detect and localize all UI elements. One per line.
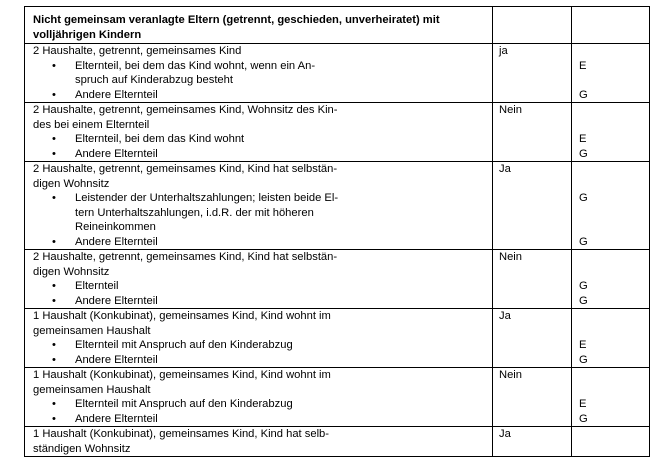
code-cell — [572, 250, 650, 309]
code-cell — [572, 162, 650, 250]
code-value — [579, 368, 641, 383]
case-description-cell — [25, 368, 493, 427]
case-description-cell — [25, 162, 493, 250]
case-title: 2 Haushalte, getrennt, gemeinsames Kind, Kind hat selbstän- digen Wohnsitz — [33, 163, 338, 190]
table-header-row — [25, 7, 650, 44]
case-title: 2 Haushalte, getrennt, gemeinsames Kind, Wohnsitz des Kin- des bei einem Elternteil — [33, 104, 338, 131]
bullet-item: • Elternteil, bei dem das Kind wohnt — [33, 132, 484, 147]
code-value — [579, 383, 641, 398]
bullet-list — [33, 397, 484, 426]
bullet-item: • Elternteil — [33, 279, 484, 294]
code-cell — [572, 427, 650, 457]
answer-text: Nein — [499, 369, 523, 381]
code-value — [579, 324, 641, 339]
code-value: G — [579, 412, 588, 425]
answer-cell — [493, 427, 572, 457]
answer-text: ja — [499, 45, 508, 57]
answer-cell — [493, 103, 572, 162]
case-description-cell — [25, 309, 493, 368]
code-value: E — [579, 398, 587, 410]
table-row — [25, 309, 650, 368]
code-value — [579, 206, 641, 221]
code-value — [579, 309, 641, 324]
header-empty-cell — [493, 7, 572, 44]
bullet-item: • Andere Elternteil — [33, 88, 484, 103]
table-row — [25, 250, 650, 309]
code-value — [579, 265, 641, 280]
code-value: E — [579, 339, 587, 351]
table-header-cell — [25, 7, 493, 44]
code-value: G — [579, 147, 588, 160]
bullet-item: • Andere Elternteil — [33, 412, 484, 427]
bullet-list — [33, 59, 484, 103]
code-value: G — [579, 353, 588, 366]
code-value — [579, 162, 641, 177]
case-title: 1 Haushalt (Konkubinat), gemeinsames Kind, Kind wohnt im gemeinsamen Haushalt — [33, 310, 331, 337]
case-description-cell — [25, 427, 493, 457]
bullet-list — [33, 338, 484, 367]
bullet-item: • Andere Elternteil — [33, 294, 484, 309]
code-value — [579, 220, 641, 235]
case-description-cell — [25, 44, 493, 103]
answer-text: Nein — [499, 104, 523, 116]
answer-text: Nein — [499, 251, 523, 263]
code-cell — [572, 368, 650, 427]
code-value — [579, 442, 641, 457]
code-value: G — [579, 88, 588, 101]
code-value — [579, 73, 641, 88]
answer-text: Ja — [499, 163, 511, 175]
code-value: G — [579, 192, 588, 204]
table-header-text: Nicht gemeinsam veranlagte Eltern (getrennt, geschieden, unverheiratet) mit volljährigen Kindern — [33, 14, 440, 41]
table-body — [25, 7, 650, 457]
code-value — [579, 118, 641, 133]
code-value: E — [579, 59, 587, 72]
case-title: 1 Haushalt (Konkubinat), gemeinsames Kind, Kind wohnt im gemeinsamen Haushalt — [33, 369, 331, 396]
table-row — [25, 427, 650, 457]
answer-cell — [493, 44, 572, 103]
code-value — [579, 250, 641, 265]
table-row — [25, 103, 650, 162]
code-value — [579, 177, 641, 192]
bullet-list — [33, 279, 484, 308]
code-value: G — [579, 280, 588, 292]
case-title: 1 Haushalt (Konkubinat), gemeinsames Kind, Kind hat selb- ständigen Wohnsitz — [33, 428, 330, 455]
answer-cell — [493, 368, 572, 427]
parent-child-table — [24, 6, 650, 457]
bullet-item: • Elternteil mit Anspruch auf den Kinderabzug — [33, 338, 484, 353]
bullet-item: • Andere Elternteil — [33, 147, 484, 162]
answer-cell — [493, 162, 572, 250]
header-empty-cell — [572, 7, 650, 44]
case-title: 2 Haushalte, getrennt, gemeinsames Kind, Kind hat selbstän- digen Wohnsitz — [33, 251, 338, 278]
code-value — [579, 44, 641, 59]
answer-text: Ja — [499, 310, 511, 322]
table-row — [25, 162, 650, 250]
table-row — [25, 368, 650, 427]
bullet-item: • Andere Elternteil — [33, 235, 484, 250]
bullet-item: • Andere Elternteil — [33, 353, 484, 368]
answer-cell — [493, 309, 572, 368]
code-cell — [572, 44, 650, 103]
bullet-list — [33, 132, 484, 161]
answer-cell — [493, 250, 572, 309]
code-value: G — [579, 235, 588, 248]
code-cell — [572, 103, 650, 162]
table-row — [25, 44, 650, 103]
bullet-list — [33, 191, 484, 249]
case-description-cell — [25, 250, 493, 309]
code-value — [579, 103, 641, 118]
bullet-item: • Elternteil, bei dem das Kind wohnt, wenn ein An- spruch auf Kinderabzug besteht — [33, 59, 484, 88]
code-value — [579, 427, 641, 442]
code-cell — [572, 309, 650, 368]
bullet-item: • Leistender der Unterhaltszahlungen; leisten beide El- tern Unterhaltszahlungen, i.d.R. der mit höheren Reineinkommen — [33, 191, 484, 235]
code-value: E — [579, 133, 587, 145]
answer-text: Ja — [499, 428, 511, 440]
code-value: G — [579, 294, 588, 307]
bullet-item: • Elternteil mit Anspruch auf den Kinderabzug — [33, 397, 484, 412]
case-description-cell — [25, 103, 493, 162]
case-title: 2 Haushalte, getrennt, gemeinsames Kind — [33, 45, 242, 57]
